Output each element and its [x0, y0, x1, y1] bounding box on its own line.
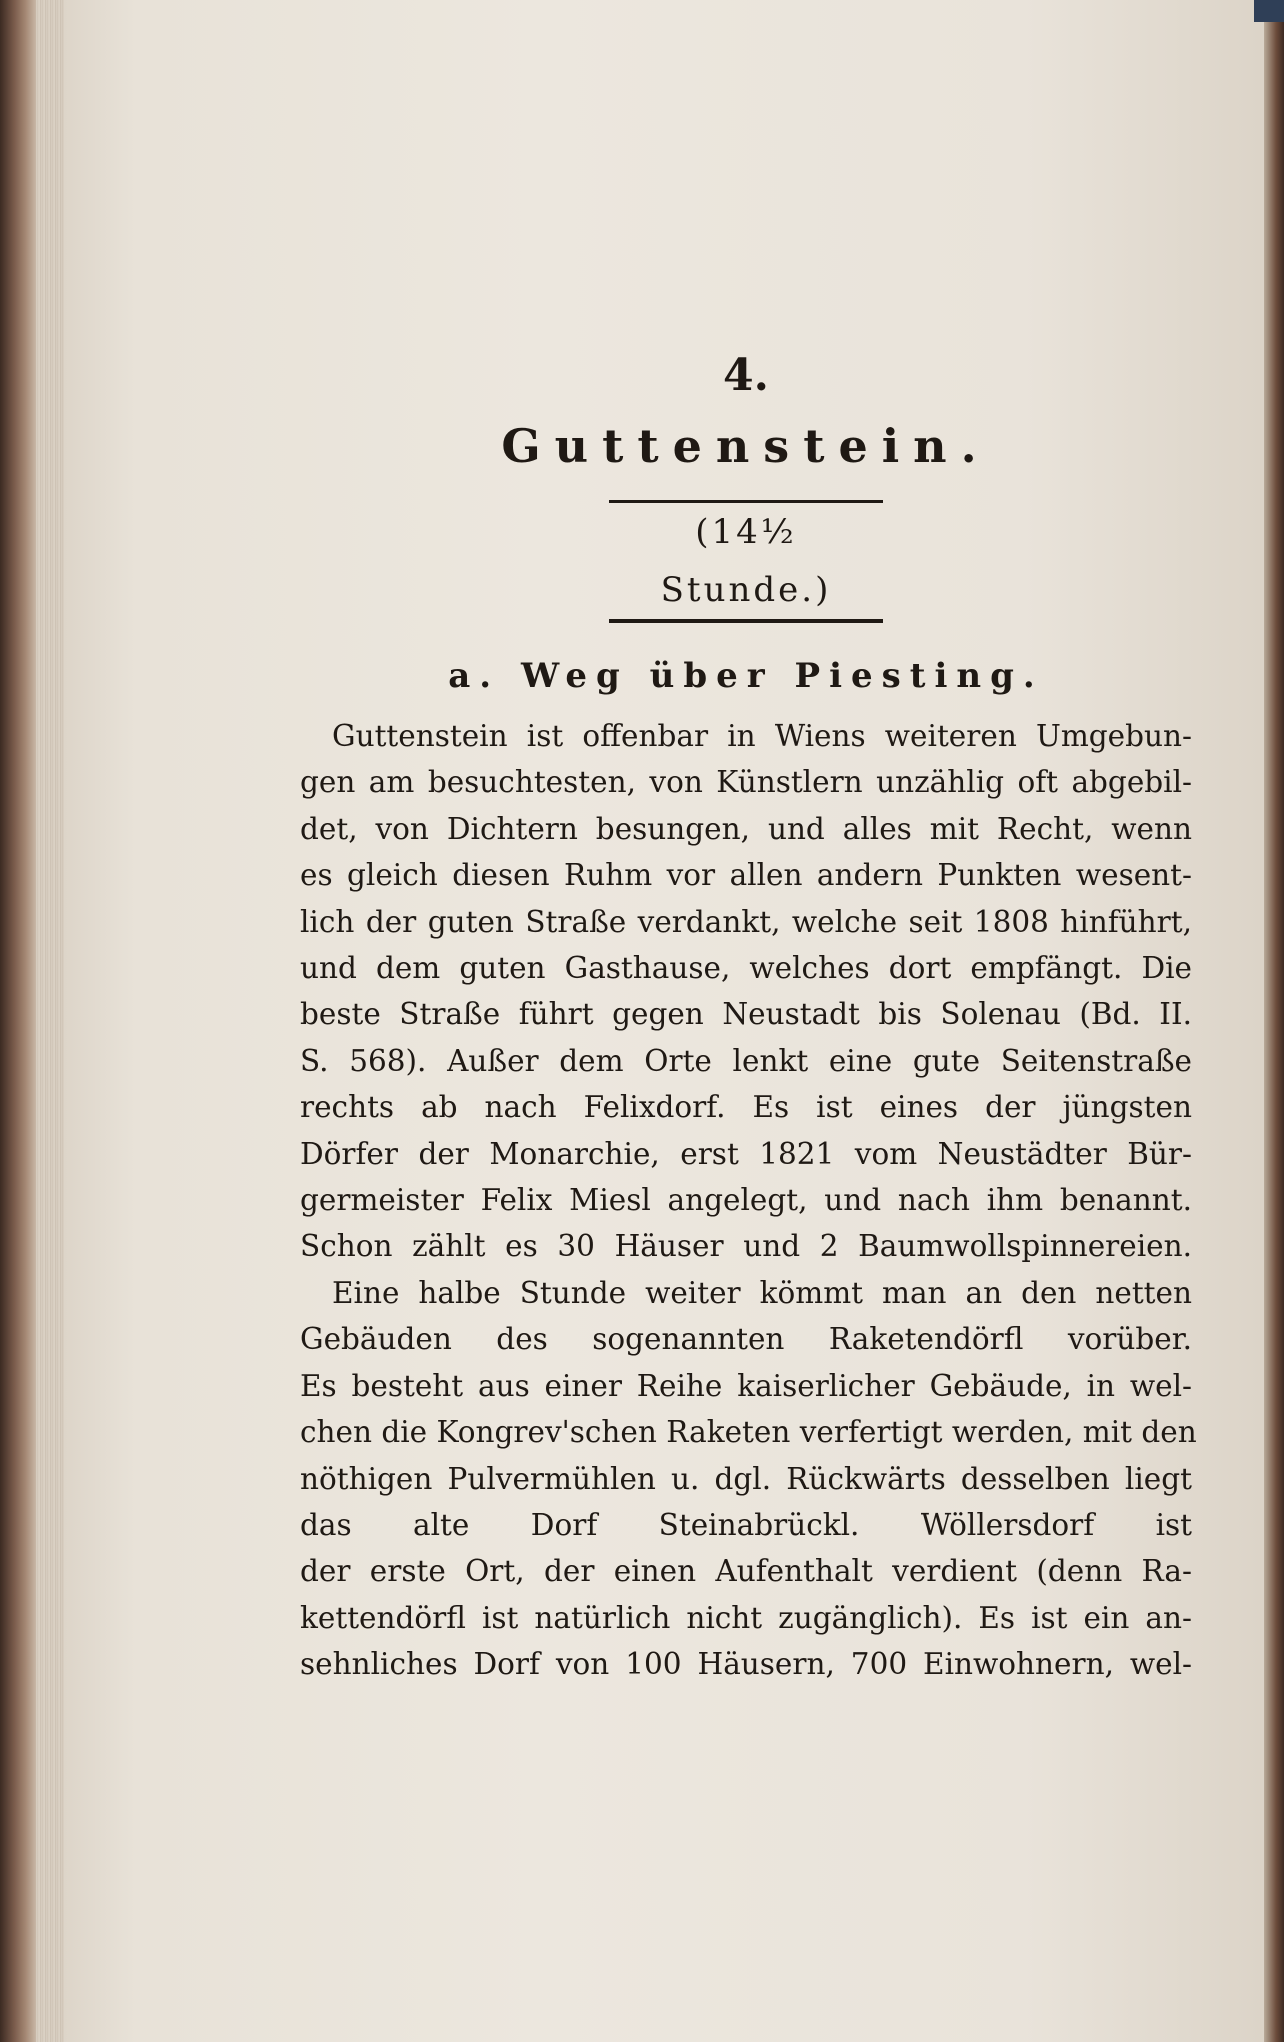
text-line: Guttenstein ist offenbar in Wiens weiteren Umgebun-: [332, 719, 1192, 753]
text-line: nöthigen Pulvermühlen u. dgl. Rückwärts desselben liegt: [300, 1461, 1192, 1496]
text-line: kettendörfl ist natürlich nicht zugänglich). Es ist ein an-: [300, 1600, 1192, 1635]
paragraph-1: [300, 713, 1192, 1270]
page-content: [300, 350, 1197, 1688]
text-line: Eine halbe Stunde weiter kömmt man an den netten: [332, 1275, 1192, 1310]
text-line: lich der guten Straße verdankt, welche seit 1808 hinführt,: [300, 904, 1192, 939]
chapter-title: Guttenstein.: [501, 419, 991, 473]
text-line: Dörfer der Monarchie, erst 1821 vom Neustädter Bür-: [300, 1136, 1192, 1171]
text-line: sehnliches Dorf von 100 Häusern, 700 Einwohnern, wel-: [300, 1647, 1192, 1682]
text-line: Gebäuden des sogenannten Raketendörfl vorüber.: [300, 1322, 1192, 1357]
text-line: es gleich diesen Ruhm vor allen andern Punkten wesent-: [300, 858, 1192, 893]
text-line: S. 568). Außer dem Orte lenkt eine gute Seitenstraße: [300, 1043, 1192, 1078]
chapter-number: 4.: [723, 350, 769, 401]
text-line: chen die Kongrev'schen Raketen verfertigt werden, mit den: [300, 1415, 1197, 1450]
text-line: beste Straße führt gegen Neustadt bis Solenau (Bd. II.: [300, 997, 1192, 1032]
text-line: Schon zählt es 30 Häuser und 2 Baumwollspinnereien.: [300, 1229, 1192, 1264]
text-line: das alte Dorf Steinabrückl. Wöllersdorf ist: [300, 1507, 1192, 1542]
text-line: det, von Dichtern besungen, und alles mit Recht, wenn: [300, 811, 1192, 846]
text-line: der erste Ort, der einen Aufenthalt verdient (denn Ra-: [300, 1554, 1192, 1589]
corner-mark: [1254, 0, 1284, 22]
paragraph-2: [300, 1270, 1197, 1688]
text-line: Es besteht aus einer Reihe kaiserlicher Gebäude, in wel-: [300, 1368, 1192, 1403]
text-line: germeister Felix Miesl angelegt, und nach ihm benannt.: [300, 1183, 1192, 1218]
book-spine-edge: [0, 0, 36, 2042]
section-heading: a. Weg über Piesting.: [448, 656, 1044, 696]
text-line: und dem guten Gasthause, welches dort empfängt. Die: [300, 951, 1192, 986]
text-line: gen am besuchtesten, von Künstlern unzählig oft abgebil-: [300, 765, 1192, 800]
page-stack-edge: [36, 0, 64, 2042]
duration-label: (14½ Stunde.): [609, 500, 883, 623]
page-right-edge: [1264, 0, 1284, 2042]
text-line: rechts ab nach Felixdorf. Es ist eines der jüngsten: [300, 1090, 1192, 1125]
